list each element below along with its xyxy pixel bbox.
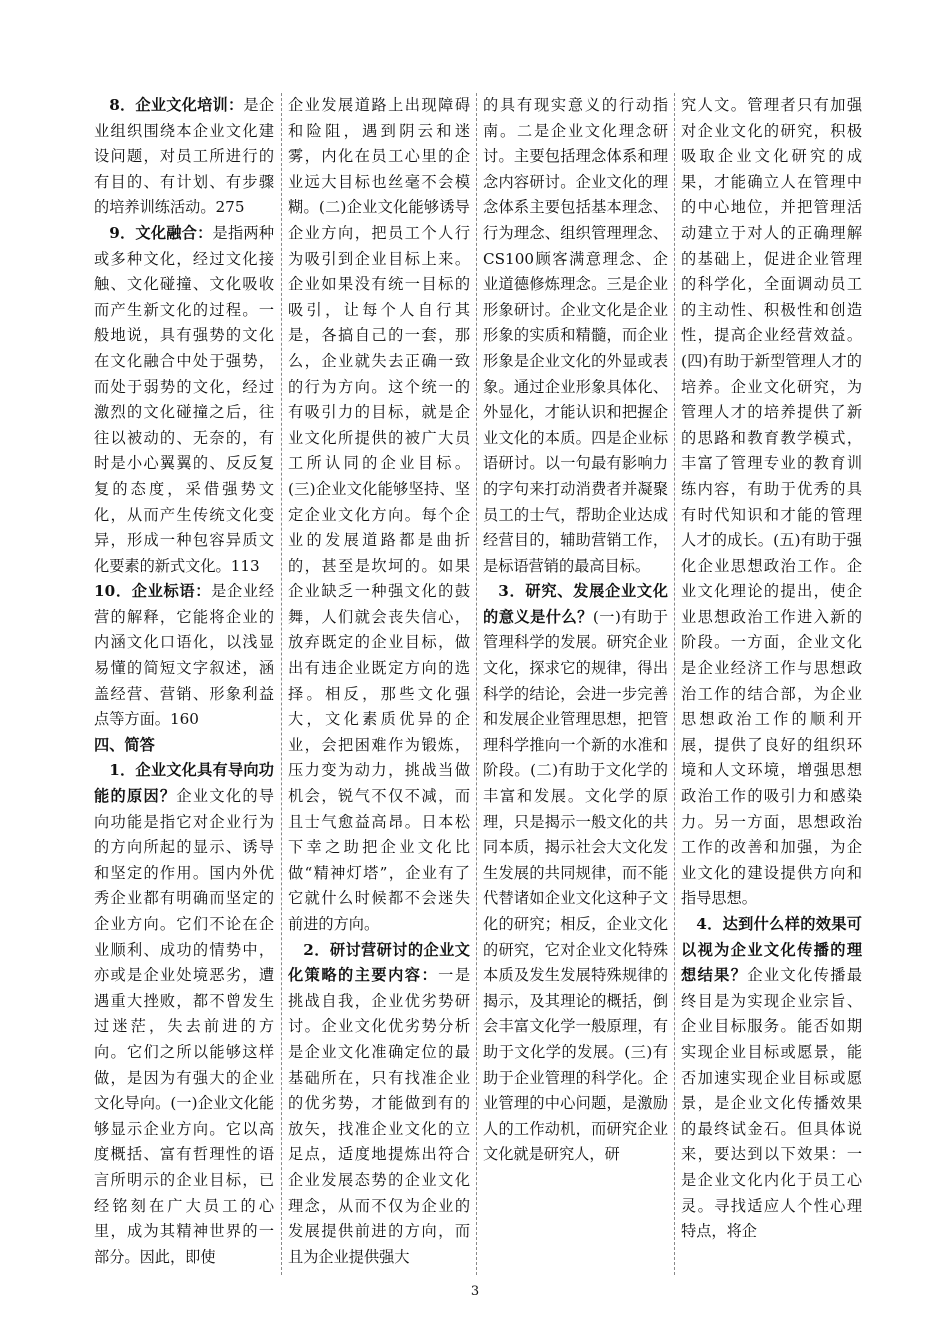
column-4: [681, 93, 862, 1275]
paragraph: [94, 93, 274, 221]
paragraph: [681, 93, 862, 912]
paragraph: [288, 93, 470, 938]
paragraph-text: 是指两种或多种文化，经过文化接触、文化碰撞、文化吸收而产生新文化的过程。一般地说，具有强势的文化在文化融合中处于强势，而处于弱势的文化，经过激烈的文化碰撞之后，往往以被动的、无奈的，有时是小心翼翼的、反反复复的态度，采借强势文化，从而产生传统文化变异，形成一种包容异质文化要素的新式文化。113: [94, 223, 274, 575]
column-divider: [281, 93, 282, 1275]
paragraph: [483, 579, 668, 1168]
column-3: [483, 93, 668, 1275]
column-2: [288, 93, 470, 1275]
column-divider: [476, 93, 477, 1275]
paragraph-text: (一)有助于管理科学的发展。研究企业文化，探求它的规律，得出科学的结论，会进一步完善和发展企业管理思想，把管理科学推向一个新的水准和阶段。(二)有助于文化学的丰富和发展。文化学的原理，只是揭示一般文化的共同本质，揭示社会大文化发生发展的共同规律，而不能代替诸如企业文化这种子文化的研究；相反，企业文化的研究，它对企业文化特殊本质及发生发展特殊规律的揭示，及其理论的概括，倒会丰富文化学一般原理，有助于文化学的发展。(三)有助于企业管理的科学化。企业管理的中心问题，是激励人的工作动机，而研究企业文化就是研究人，研: [483, 607, 668, 1164]
paragraph-text: 是企业组织围绕本企业文化建设问题，对员工所进行的有目的、有计划、有步骤的培养训练活动。275: [94, 96, 274, 217]
column-divider: [674, 93, 675, 1275]
paragraph-text: 的具有现实意义的行动指南。二是企业文化理念研讨。主要包括理念体系和理念内容研讨。企业文化的理念体系主要包括基本理念、行为理念、组织管理理念、CS100顾客满意理念、企业道德修炼理念。三是企业形象研讨。企业文化是企业形象的实质和精髓，而企业形象是企业文化的外显或表象。通过企业形象具体化、外显化，才能认识和把握企业文化的本质。四是企业标语研讨。以一句最有影响力的字句来打动消费者并凝聚员工的士气，帮助企业达成经营目的，辅助营销工作，是标语营销的最高目标。: [483, 96, 668, 575]
paragraph-heading: 3．研究、发展企业文化的意义是什么？: [483, 582, 668, 626]
paragraph-heading: 4．达到什么样的效果可以视为企业文化传播的理想结果？: [681, 915, 862, 985]
paragraph-text: 企业文化的导向功能是指它对企业行为的方向所起的显示、诱导和坚定的作用。国内外优秀企业都有明确而坚定的企业方向。它们不论在企业顺利、成功的情势中，亦或是企业处境恶劣，遭遇重大挫败，都不曾发生过迷茫，失去前进的方向。它们之所以能够这样做，是因为有强大的企业文化导向。(一)企业文化能够显示企业方向。它以高度概括、富有哲理性的语言所明示的企业目标，已经铭刻在广大员工的心里，成为其精神世界的一部分。因此，即使: [94, 787, 274, 1266]
paragraph-text: 一是挑战自我，企业优劣势研讨。企业文化优劣势分析是企业文化准确定位的最基础所在，只有找准企业的优劣势，才能做到有的放矢，找准企业文化的立足点，适度地提炼出符合企业发展态势的企业文化理念，从而不仅为企业的发展提供前进的方向，而且为企业提供强大: [288, 966, 470, 1266]
paragraph: [483, 93, 668, 579]
paragraph-text: 究人文。管理者只有加强对企业文化的研究，积极吸取企业文化研究的成果，才能确立人在管理中的中心地位，并把管理活动建立于对人的正确理解的基础上，促进企业管理的科学化，全面调动员工的主动性、积极性和创造性，提高企业经营效益。(四)有助于新型管理人才的培养。企业文化研究，为管理人才的培养提供了新的思路和教育教学模式，丰富了管理专业的教育训练内容，有助于优秀的具有时代知识和才能的管理人才的成长。(五)有助于强化企业思想政治工作。企业文化理论的提出，使企业思想政治工作进入新的阶段。一方面，企业文化是企业经济工作与思想政治工作的结合部，为企业思想政治工作的顺利开展，提供了良好的组织环境和人文环境，增强思想政治工作的吸引力和感染力。另一方面，思想政治工作的改善和加强，为企业文化的建设提供方向和指导思想。: [681, 96, 862, 908]
paragraph: [94, 733, 274, 759]
paragraph-heading: 1．企业文化具有导向功能的原因？: [94, 761, 274, 806]
document-page: [94, 93, 862, 1275]
paragraph: [94, 579, 274, 733]
paragraph-text: 企业发展道路上出现障碍和险阻，遇到阴云和迷雾，内化在员工心里的企业远大目标也丝毫不会模糊。(二)企业文化能够诱导企业方向，把员工个人行为吸引到企业目标上来。企业如果没有统一目标的吸引，让每个人自行其是，各搞自己的一套，那么，企业就失去正确一致的行为方向。这个统一的有吸引力的目标，就是企业文化所提供的被广大员工所认同的企业目标。 (三)企业文化能够坚持、坚定企业文化方向。每个企业的发展道路都是曲折的，甚至是坎坷的。如果企业缺乏一种强文化的鼓舞，人们就会丧失信心，放弃既定的企业目标，做出有违企业既定方向的选择。相反，那些文化强大，文化素质优异的企业，会把困难作为锻炼，压力变为动力，挑战当做机会，锐气不仅不减，而且士气愈益高昂。日本松下幸之助把企业文化比做“精神灯塔”，企业有了它就什么时候都不会迷失前进的方向。: [288, 96, 470, 933]
paragraph: [288, 938, 470, 1271]
paragraph-heading: 四、简答: [94, 735, 155, 754]
paragraph-heading: 2．研讨营研讨的企业文化策略的主要内容：: [288, 940, 470, 985]
paragraph-text: 是企业经营的解释，它能将企业的内涵文化口语化，以浅显易懂的简短文字叙述，涵盖经营、营销、形象利益点等方面。160: [94, 582, 274, 729]
paragraph: [94, 758, 274, 1270]
paragraph-text: 企业文化传播最终目是为实现企业宗旨、企业目标服务。能否如期实现企业目标或愿景，能否加速实现企业目标或愿景，是企业文化传播效果的最终试金石。但具体说来，要达到以下效果：一是企业文化内化于员工心灵。寻找适应人个性心理特点，将企: [681, 966, 862, 1241]
column-1: [94, 93, 274, 1275]
paragraph-heading: 8．企业文化培训：: [109, 96, 244, 114]
paragraph: [681, 912, 862, 1245]
paragraph-heading: 10．企业标语：: [94, 582, 212, 601]
paragraph-heading: 9．文化融合：: [109, 223, 213, 242]
paragraph: [94, 221, 274, 579]
page-number: 3: [470, 1284, 480, 1299]
